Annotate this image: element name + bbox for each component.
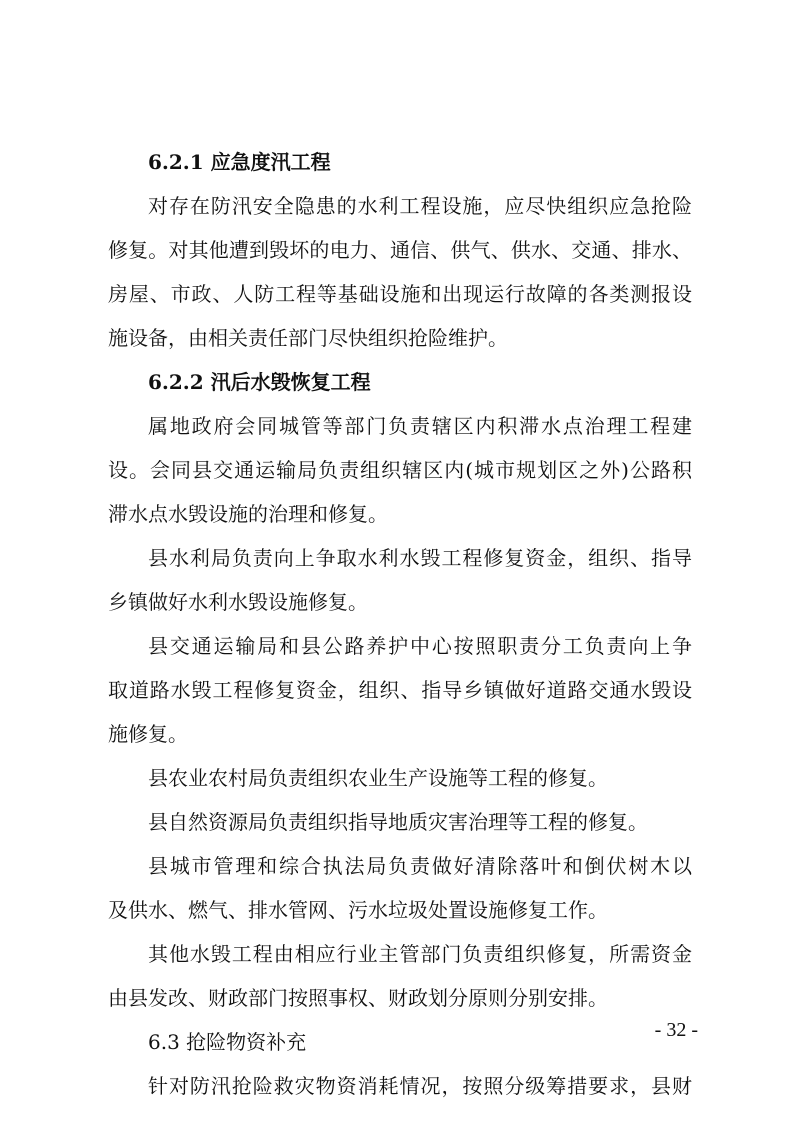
paragraph-line: 县自然资源局负责组织指导地质灾害治理等工程的修复。 xyxy=(148,810,648,834)
document-body xyxy=(108,140,692,1108)
section-heading-6-3: 6.3 抢险物资补充 xyxy=(148,1030,307,1054)
paragraph-line: 滞水点水毁设施的治理和修复。 xyxy=(108,502,388,526)
paragraph-line: 取道路水毁工程修复资金，组织、指导乡镇做好道路交通水毁设 xyxy=(108,678,692,702)
paragraph-line: 施修复。 xyxy=(108,722,188,746)
paragraph-line: 县交通运输局和县公路养护中心按照职责分工负责向上争 xyxy=(148,634,692,658)
paragraph-line: 由县发改、财政部门按照事权、财政划分原则分别安排。 xyxy=(108,986,608,1010)
paragraph-line: 设。会同县交通运输局负责组织辖区内(城市规划区之外)公路积 xyxy=(108,458,692,482)
paragraph-line: 属地政府会同城管等部门负责辖区内积滞水点治理工程建 xyxy=(148,414,692,438)
paragraph-line: 县农业农村局负责组织农业生产设施等工程的修复。 xyxy=(148,766,608,790)
paragraph-line: 施设备，由相关责任部门尽快组织抢险维护。 xyxy=(108,326,508,350)
paragraph-line: 修复。对其他遭到毁坏的电力、通信、供气、供水、交通、排水、 xyxy=(108,238,692,262)
paragraph-line: 乡镇做好水利水毁设施修复。 xyxy=(108,590,368,614)
paragraph-line: 县水利局负责向上争取水利水毁工程修复资金，组织、指导 xyxy=(148,546,692,570)
section-heading-6-2-2: 6.2.2 汛后水毁恢复工程 xyxy=(148,370,371,394)
paragraph-line: 其他水毁工程由相应行业主管部门负责组织修复，所需资金 xyxy=(148,942,692,966)
paragraph-line: 及供水、燃气、排水管网、污水垃圾处置设施修复工作。 xyxy=(108,898,608,922)
paragraph-line: 房屋、市政、人防工程等基础设施和出现运行故障的各类测报设 xyxy=(108,282,692,306)
paragraph-line: 县城市管理和综合执法局负责做好清除落叶和倒伏树木以 xyxy=(148,854,692,878)
paragraph-line: 针对防汛抢险救灾物资消耗情况，按照分级筹措要求，县财 xyxy=(148,1074,692,1098)
page-number: - 32 - xyxy=(654,1019,698,1041)
paragraph-line: 对存在防汛安全隐患的水利工程设施，应尽快组织应急抢险 xyxy=(148,194,692,218)
section-heading-6-2-1: 6.2.1 应急度汛工程 xyxy=(148,150,331,174)
